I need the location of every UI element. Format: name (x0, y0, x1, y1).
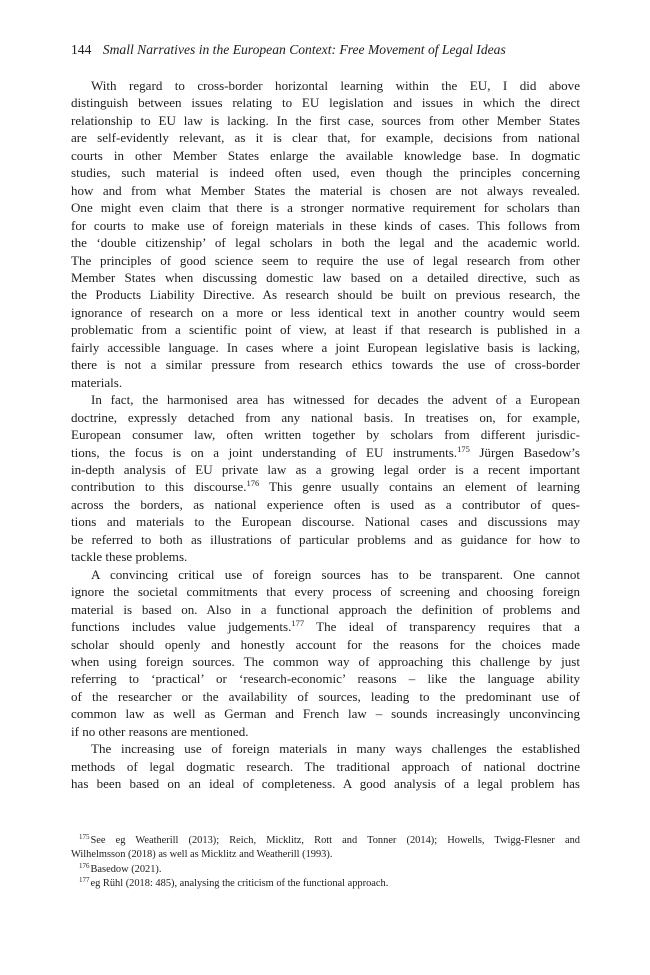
text-line: contribution to this discourse.$^{176}$ This genre usually contains an element of learning (71, 478, 580, 495)
running-title: Small Narratives in the European Context: Free Movement of Legal Ideas (102, 42, 506, 57)
text-line: are self-evidently relevant, as it is clear that, for example, decisions from national (71, 130, 580, 146)
text-line: across the borders, as national experience often is used as a contributor of ques- (71, 496, 580, 512)
paragraph (71, 740, 580, 792)
text-line: scholar should openly and honestly account for the reasons for the choices made (71, 636, 580, 652)
text-line: referring to ‘practical’ or ‘research-economic’ reasons – like the language ability (71, 671, 580, 687)
text-line: studies, such material is indeed often used, even though the principles concerning (71, 165, 580, 181)
text-line: common law as well as German and French law – sounds increasingly unconvincing (71, 706, 580, 722)
running-header (71, 41, 581, 59)
text-line: courts in other Member States enlarge the available knowledge base. In dogmatic (71, 147, 580, 163)
text-line: material is based on. Also in a functional approach the definition of problems and (71, 601, 580, 617)
text-line: of the researcher or the availability of sources, leading to the predominant use of (71, 688, 580, 704)
text-line: ignorance of research on a more or less identical text in another country would seem (71, 304, 580, 320)
text-line: functions includes value judgements.$^{177}$ The ideal of transparency requires that a (71, 618, 580, 635)
text-line: there is not a similar pressure from research ethics towards the use of cross-border (71, 357, 580, 373)
text-line: problematic from a scientific point of view, at least if that research is published in a (71, 322, 580, 338)
footnote-number: 175 (79, 833, 90, 841)
footnote (71, 877, 580, 891)
text-line: has been based on an ideal of completeness. A good analysis of a legal problem has (71, 776, 580, 792)
footnote-ref[interactable]: 176 (246, 478, 260, 489)
text-line: tions and materials to the European discourse. National cases and discussions may (71, 514, 580, 530)
text-line: European consumer law, often written together by scholars from different jurisdic- (71, 427, 580, 443)
paragraph (71, 391, 580, 566)
text-line: materials. (71, 374, 123, 390)
text-line: doctrine, expressly detached from any national basis. In treatises on, for example, (71, 409, 580, 425)
text-line: if no other reasons are mentioned. (71, 723, 249, 739)
text-line: In fact, the harmonised area has witnessed for decades the advent of a European (91, 392, 580, 408)
paragraph (71, 566, 580, 741)
text-line: Wilhelmsson (2018) as well as Micklitz and Weatherill (1993). (71, 849, 333, 861)
text-line: the Products Liability Directive. As research should be built on previous research, the (71, 287, 580, 303)
footnote-number: 176 (79, 861, 90, 870)
text-line: when using foreign sources. The common way of approaching this challenge by just (71, 653, 580, 669)
text-line: With regard to cross-border horizontal learning within the EU, I did above (91, 78, 580, 93)
footnotes (71, 834, 580, 891)
text-line: The increasing use of foreign materials in many ways challenges the established (91, 741, 580, 757)
footnote (71, 834, 580, 863)
text-line: A convincing critical use of foreign sources has to be transparent. One cannot (91, 566, 580, 582)
text-line: in-depth analysis of EU private law as a growing legal order is a recent important (71, 461, 580, 477)
text-line: $^{175}$See eg Weatherill (2013); Reich, Micklitz, Rott and Tonner (2014); Howells, Twigg-Flesner and (79, 833, 580, 846)
text-line: Member States when discussing domestic law based on a detailed directive, such as (71, 269, 580, 285)
text-line: relationship to EU law is lacking. In the first case, sources from other Member States (71, 112, 580, 128)
text-line: methods of legal dogmatic research. The traditional approach of national doctrine (71, 758, 580, 774)
body-text (71, 77, 580, 793)
footnote-ref[interactable]: 175 (457, 443, 470, 454)
text-line: $^{176}$Basedow (2021). (79, 861, 162, 875)
text-line: for courts to make use of foreign materials in these kinds of cases. This follows from (71, 217, 580, 233)
page-number: 144 (71, 42, 92, 57)
text-line: how and from what Member States the material is chosen are not always revealed. (71, 182, 580, 198)
text-line: distinguish between issues relating to EU legislation and issues in which the direct (71, 95, 580, 111)
text-line: $^{177}$eg Rühl (2018: 485), analysing the criticism of the functional approach. (79, 875, 389, 889)
text-line: The principles of good science seem to require the use of legal research from other (71, 252, 580, 268)
footnote-number: 177 (79, 875, 90, 884)
paragraph (71, 77, 580, 391)
footnote (71, 863, 580, 877)
text-line: tackle these problems. (71, 549, 188, 565)
text-line: ignore the societal commitments that every process of screening and choosing foreign (71, 584, 580, 600)
text-line: the ‘double citizenship’ of legal scholars in both the legal and the academic world. (71, 235, 580, 251)
footnote-ref[interactable]: 177 (291, 618, 305, 629)
text-line: One might even claim that there is a stronger normative requirement for scholars than (71, 200, 580, 216)
text-line: tions, the focus is on a joint understanding of EU instruments.$^{175}$ Jürgen Basedow’s (71, 443, 580, 460)
text-line: fairly accessible language. In cases where a joint European legislative basis is lacking, (71, 339, 580, 355)
text-line: be referred to both as illustrations of particular problems and as guidance for how to (71, 531, 580, 547)
